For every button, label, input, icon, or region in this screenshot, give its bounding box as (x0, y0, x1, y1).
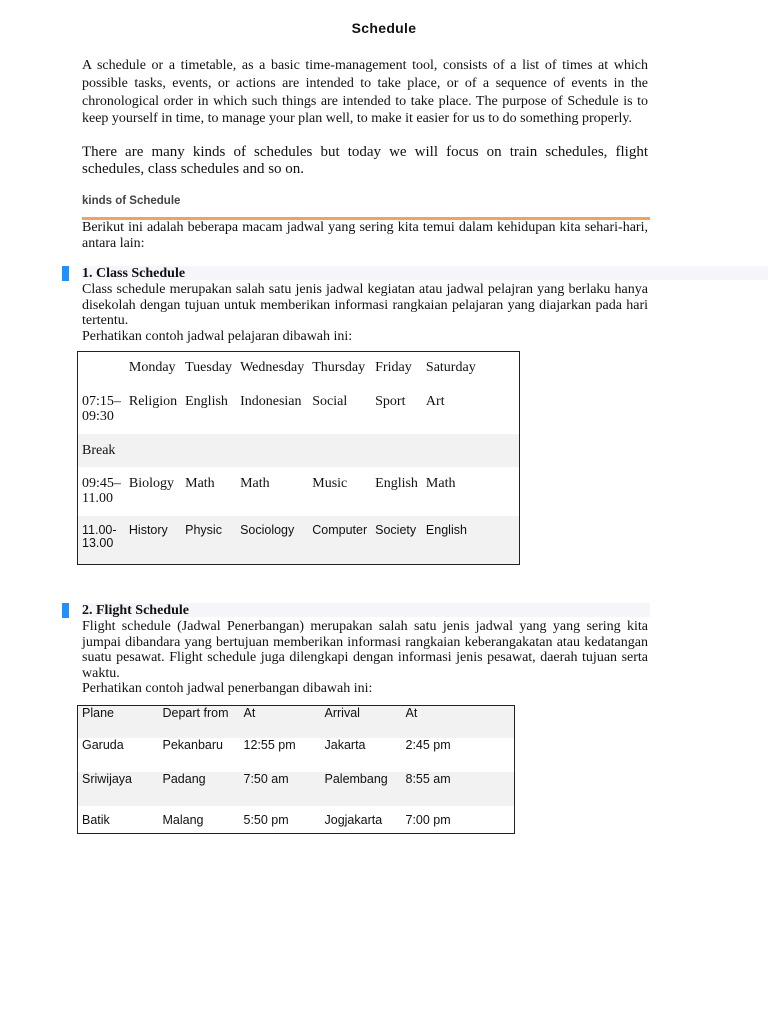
table-cell: Break (78, 434, 125, 467)
table-cell: 5:50 pm (240, 806, 321, 834)
table-cell: Physic (181, 516, 236, 565)
table-cell: At (240, 706, 321, 738)
class-schedule-note: Perhatikan contoh jadwal pelajaran dibawah ini: (82, 328, 353, 344)
table-cell: Sport (375, 393, 406, 409)
section-marker (62, 603, 69, 618)
table-cell: Palembang (321, 772, 402, 806)
table-cell: Tuesday (185, 360, 233, 375)
table-cell: Thursday (312, 360, 366, 375)
table-cell: English (185, 393, 228, 409)
section-marker (62, 266, 69, 281)
table-cell: At (402, 706, 515, 738)
table-cell: 12:55 pm (243, 737, 296, 752)
table-cell: Depart from (159, 706, 240, 738)
table-row (78, 516, 520, 565)
table-cell: Religion (128, 393, 178, 409)
kinds-heading: kinds of Schedule (82, 195, 181, 207)
section-title-class: 1. Class Schedule (82, 266, 186, 281)
flight-schedule-note: Perhatikan contoh jadwal penerbangan dibawah ini: (82, 681, 373, 696)
table-cell: History (125, 516, 181, 565)
table-cell: Sriwijaya (78, 772, 159, 806)
table-cell: 07:15–09:30 (82, 393, 121, 424)
table-cell: Biology (128, 475, 175, 491)
table-cell: English (375, 475, 418, 491)
kinds-intro: Berikut ini adalah beberapa macam jadwal yang sering kita temui dalam kehidupan kita sehari-hari, antara lain: (82, 220, 648, 251)
table-cell (308, 434, 371, 467)
table-cell (181, 434, 236, 467)
table-cell: Society (371, 516, 422, 565)
section-body-flight (82, 619, 648, 697)
flight-schedule-table (77, 705, 515, 834)
table-cell: Math (425, 475, 456, 491)
focus-paragraph: There are many kinds of schedules but today we will focus on train schedules, flight schedules, class schedules and so on. (82, 144, 648, 177)
section-title-flight: 2. Flight Schedule (82, 603, 189, 618)
class-schedule-table (77, 351, 520, 565)
table-cell: Wednesday (240, 360, 305, 375)
section-body-class (82, 282, 648, 344)
table-cell: 8:55 am (402, 772, 515, 806)
table-cell: Malang (159, 806, 240, 834)
table-cell: Plane (78, 706, 159, 738)
table-cell: 7:50 am (240, 772, 321, 806)
table-row (78, 385, 520, 434)
table-cell: Garuda (82, 737, 124, 752)
table-cell: Saturday (425, 360, 476, 375)
table-cell (236, 434, 308, 467)
table-cell: 09:45–11.00 (82, 475, 121, 506)
table-cell: English (422, 516, 520, 565)
table-cell: Computer (308, 516, 371, 565)
intro-paragraph: A schedule or a timetable, as a basic time-management tool, consists of a list of times at which possible tasks, events, or actions are intended to take place, or of a sequence of events in the chronological order in which such things are intended to take place. The purpose of Schedule is to keep yourself in time, to manage your plan well, to make it easier for us to do something properly. (82, 58, 648, 127)
table-cell: 11.00-13.00 (78, 516, 125, 565)
table-cell (371, 434, 422, 467)
table-cell (78, 352, 125, 385)
table-cell: 7:00 pm (402, 806, 515, 834)
table-cell: Pekanbaru (162, 737, 223, 752)
table-cell (422, 434, 520, 467)
table-cell: Jakarta (324, 737, 366, 752)
table-cell: Sociology (236, 516, 308, 565)
table-cell: Math (240, 475, 270, 491)
table-header-row (78, 706, 515, 738)
page-title: Schedule (351, 20, 417, 36)
table-cell: Padang (159, 772, 240, 806)
table-cell: Music (312, 475, 348, 491)
table-cell (125, 434, 181, 467)
table-cell: Monday (128, 360, 176, 375)
table-row (78, 806, 515, 834)
table-cell: Batik (78, 806, 159, 834)
table-row (78, 772, 515, 806)
table-cell: Social (312, 393, 348, 409)
flight-schedule-description: Flight schedule (Jadwal Penerbangan) merupakan salah satu jenis jadwal yang yang sering kita jumpai dibandara yang bertujuan memberikan informasi rangkaian keberangakatan atau kedatangan suatu pesawat. Flight schedule juga dilengkapi dengan informasi jenis pesawat, daerah tujuan serta waktu. (82, 619, 648, 681)
table-row (78, 434, 520, 467)
table-cell: Arrival (321, 706, 402, 738)
table-row (78, 738, 515, 772)
table-header-row (78, 352, 520, 385)
table-cell: Indonesian (240, 393, 302, 409)
class-schedule-description: Class schedule merupakan salah satu jenis jadwal kegiatan atau jadwal pelajran yang berlaku hanya disekolah dengan tujuan untuk memberikan informasi rangkaian pelajaran yang diajarkan pada hari tertentu. (82, 282, 648, 328)
table-cell: Math (185, 475, 215, 491)
table-cell: Art (425, 393, 445, 409)
table-cell: 2:45 pm (405, 737, 451, 752)
table-row (78, 467, 520, 516)
table-cell: Jogjakarta (321, 806, 402, 834)
table-cell: Friday (375, 360, 412, 375)
